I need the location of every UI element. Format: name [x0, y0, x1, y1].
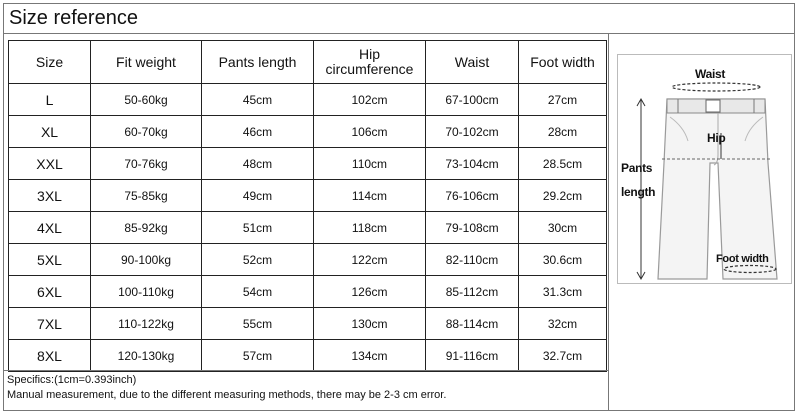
table-row [9, 84, 607, 116]
fit-weight-cell: 100-110kg [91, 276, 202, 308]
foot-width-cell: 30.6cm [519, 244, 607, 276]
fit-weight-cell: 110-122kg [91, 308, 202, 340]
table-header-row [9, 41, 607, 84]
foot-width-cell: 31.3cm [519, 276, 607, 308]
notes-divider [4, 370, 608, 371]
fit-weight-cell: 85-92kg [91, 212, 202, 244]
waist-cell: 67-100cm [426, 84, 519, 116]
column-header-fit-weight: Fit weight [91, 41, 202, 84]
size-cell: XL [9, 116, 91, 148]
diagram-pants-label: Pants [621, 161, 653, 175]
pants-length-cell: 52cm [202, 244, 314, 276]
size-cell: 7XL [9, 308, 91, 340]
size-cell: 3XL [9, 180, 91, 212]
fit-weight-cell: 120-130kg [91, 340, 202, 372]
hip-cell: 126cm [314, 276, 426, 308]
specifics-note: Specifics:(1cm=0.393inch) [7, 374, 137, 386]
column-header-pants-length: Pants length [202, 41, 314, 84]
hip-cell: 114cm [314, 180, 426, 212]
waist-cell: 85-112cm [426, 276, 519, 308]
pants-length-cell: 46cm [202, 116, 314, 148]
hip-cell: 118cm [314, 212, 426, 244]
table-row [9, 212, 607, 244]
column-header-size: Size [9, 41, 91, 84]
hip-cell: 122cm [314, 244, 426, 276]
fit-weight-cell: 75-85kg [91, 180, 202, 212]
diagram-waist-label: Waist [695, 67, 726, 81]
waist-cell: 79-108cm [426, 212, 519, 244]
size-cell: 8XL [9, 340, 91, 372]
waist-cell: 82-110cm [426, 244, 519, 276]
column-header-hip: Hip circumference [314, 41, 426, 84]
title-bar [4, 4, 794, 34]
hip-cell: 110cm [314, 148, 426, 180]
page-title: Size reference [9, 7, 138, 29]
foot-width-cell: 32.7cm [519, 340, 607, 372]
measurement-diagram [617, 54, 792, 284]
pants-length-cell: 55cm [202, 308, 314, 340]
foot-width-cell: 29.2cm [519, 180, 607, 212]
measurement-disclaimer: Manual measurement, due to the different measuring methods, there may be 2-3 cm error. [7, 389, 447, 401]
table-row [9, 116, 607, 148]
pants-length-cell: 48cm [202, 148, 314, 180]
table-row [9, 244, 607, 276]
diagram-length-label: length [621, 185, 656, 199]
table-row [9, 276, 607, 308]
size-cell: 4XL [9, 212, 91, 244]
fit-weight-cell: 70-76kg [91, 148, 202, 180]
hip-cell: 130cm [314, 308, 426, 340]
size-cell: XXL [9, 148, 91, 180]
hip-cell: 102cm [314, 84, 426, 116]
pants-length-cell: 57cm [202, 340, 314, 372]
hip-cell: 106cm [314, 116, 426, 148]
size-chart-frame [3, 3, 795, 411]
table-row [9, 148, 607, 180]
pants-length-cell: 45cm [202, 84, 314, 116]
fit-weight-cell: 50-60kg [91, 84, 202, 116]
foot-width-cell: 27cm [519, 84, 607, 116]
pants-length-cell: 51cm [202, 212, 314, 244]
waist-cell: 73-104cm [426, 148, 519, 180]
diagram-foot-width-label: Foot width [716, 253, 769, 265]
column-header-waist: Waist [426, 41, 519, 84]
foot-width-cell: 28cm [519, 116, 607, 148]
table-row [9, 308, 607, 340]
pants-length-cell: 49cm [202, 180, 314, 212]
hip-cell: 134cm [314, 340, 426, 372]
waist-cell: 91-116cm [426, 340, 519, 372]
size-cell: 6XL [9, 276, 91, 308]
vertical-divider [608, 34, 609, 411]
foot-width-cell: 28.5cm [519, 148, 607, 180]
table-row [9, 180, 607, 212]
fit-weight-cell: 90-100kg [91, 244, 202, 276]
waist-cell: 70-102cm [426, 116, 519, 148]
foot-width-cell: 30cm [519, 212, 607, 244]
table-row [9, 340, 607, 372]
waist-cell: 88-114cm [426, 308, 519, 340]
pants-length-cell: 54cm [202, 276, 314, 308]
diagram-hip-label: Hip [707, 131, 726, 145]
waist-cell: 76-106cm [426, 180, 519, 212]
size-table [8, 40, 607, 372]
size-cell: 5XL [9, 244, 91, 276]
foot-width-cell: 32cm [519, 308, 607, 340]
column-header-foot-width: Foot width [519, 41, 607, 84]
fit-weight-cell: 60-70kg [91, 116, 202, 148]
size-cell: L [9, 84, 91, 116]
